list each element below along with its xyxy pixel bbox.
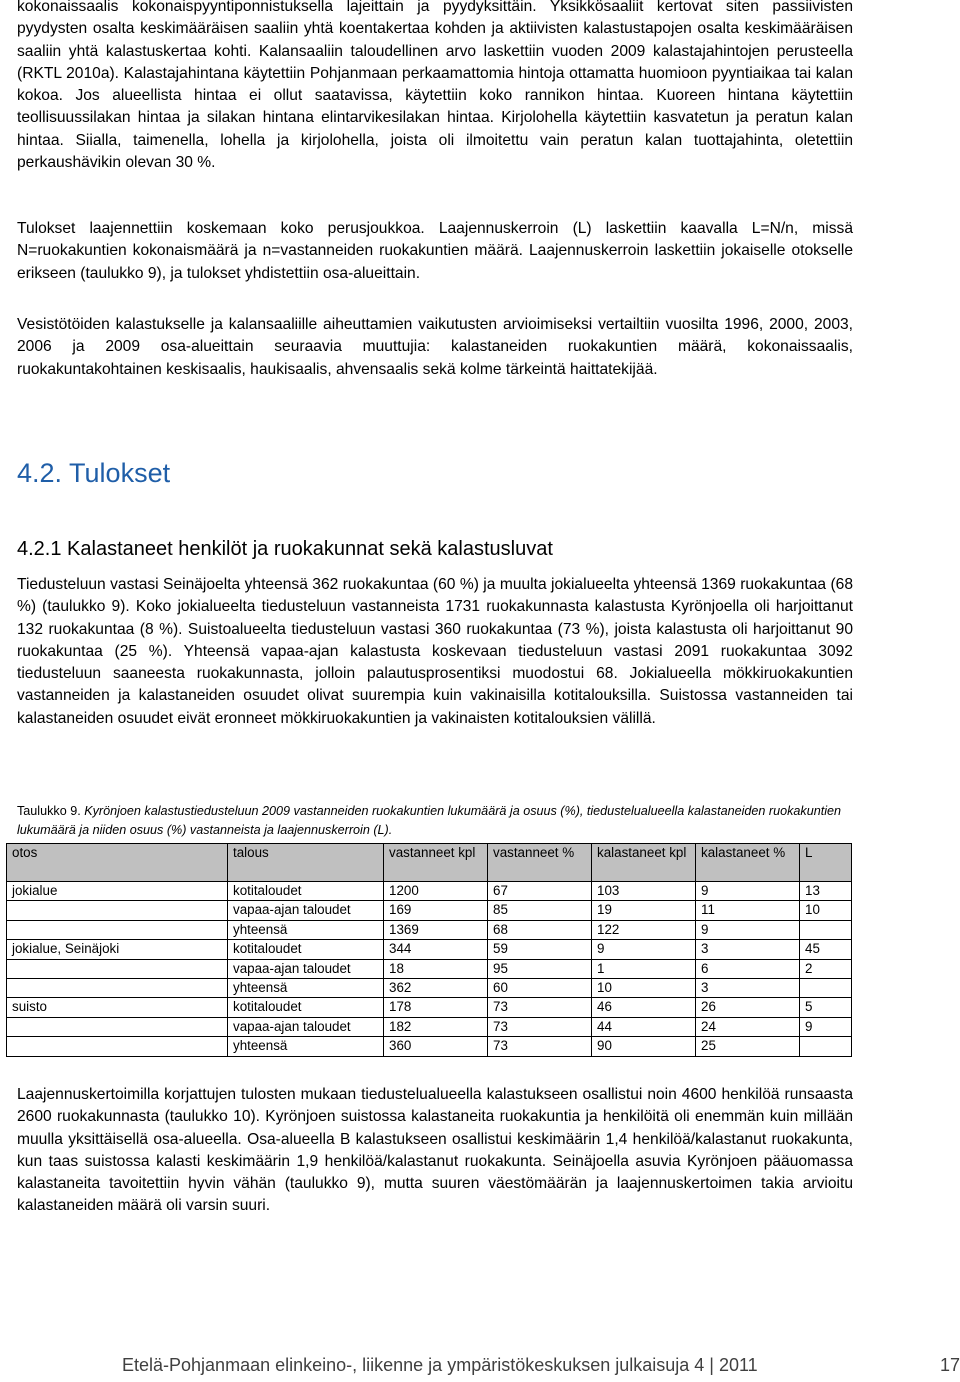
footer-publisher: Etelä-Pohjanmaan elinkeino-, liikenne ja ympäristökeskuksen julkaisuja 4 | 2011	[122, 1355, 758, 1375]
table-caption-label: Taulukko 9.	[17, 804, 81, 818]
table-cell: 18	[384, 959, 488, 978]
table-caption-text: Kyrönjoen kalastustiedusteluun 2009 vastanneiden ruokakuntien lukumäärä ja osuus (%), tiedustelualueella kalastaneiden ruokakuntien lukumäärä ja niiden osuus (%) vastanneista ja laajennuskerroin (L).	[17, 804, 842, 837]
table-cell: 3	[696, 978, 800, 997]
table-cell: 11	[696, 901, 800, 920]
table-cell	[800, 1037, 852, 1056]
table-cell: 45	[800, 940, 852, 959]
table-cell: 25	[696, 1037, 800, 1056]
table-cell: 10	[592, 978, 696, 997]
table-cell: 1369	[384, 920, 488, 939]
table-cell: 19	[592, 901, 696, 920]
subsection-heading: 4.2.1 Kalastaneet henkilöt ja ruokakunnat sekä kalastusluvat	[17, 538, 553, 560]
table-cell: 362	[384, 978, 488, 997]
table-cell: yhteensä	[228, 920, 384, 939]
table-cell: 178	[384, 998, 488, 1017]
header-cell: kalastaneet kpl	[592, 844, 696, 882]
table-cell: 9	[592, 940, 696, 959]
table-cell: 73	[488, 1037, 592, 1056]
table-cell: 122	[592, 920, 696, 939]
table-cell: 26	[696, 998, 800, 1017]
header-cell: vastanneet kpl	[384, 844, 488, 882]
table-row	[7, 978, 852, 997]
intro-paragraph: kokonaissaalis kokonaispyyntiponnistuksella lajeittain ja pyydyksittäin. Yksikkösaaliit kertovat siten passiivisten pyydysten osalta keskimääräisen saaliin yhtä koentakertaa kohden ja aktiivisten kalastustapojen osalta keskimääräisen saaliin yhtä kalastuskertaa kohti. Kalansaaliin taloudellinen arvo laskettiin vuoden 2009 kalastajahintojen perusteella (RKTL 2010a). Kalastajahintana käytettiin Pohjanmaan perkaamattomia hintoja ottamatta huomioon pyyntiaikaa tai kalan kokoa. Jos alueellista hintaa ei ollut saatavissa, käytettiin koko rannikon hintaa. Kuoreen hintana käytettiin teollisuussilakan hintaa ja silakan hintana elintarvikesilakan hintaa. Kirjolohella käytettiin kasvatetun ja peratun kalan hintaa. Siialla, taimenella, lohella ja kirjolohella, joista oli ilmoitettu vain peratun kalan tuottajahinta, oletettiin perkaushävikin olevan 30 %.	[17, 0, 853, 172]
households-table	[6, 843, 852, 1057]
table-cell: 59	[488, 940, 592, 959]
table-cell: 95	[488, 959, 592, 978]
table-cell: 24	[696, 1017, 800, 1036]
table-cell: 73	[488, 1017, 592, 1036]
table-cell: 344	[384, 940, 488, 959]
table-cell: jokialue, Seinäjoki	[7, 940, 228, 959]
table-cell: jokialue	[7, 882, 228, 901]
table-cell: 46	[592, 998, 696, 1017]
table-cell: 169	[384, 901, 488, 920]
table-cell: 60	[488, 978, 592, 997]
table-row	[7, 882, 852, 901]
table-cell: 1	[592, 959, 696, 978]
table-cell	[800, 920, 852, 939]
page-number: 17	[940, 1355, 960, 1375]
table-cell: 13	[800, 882, 852, 901]
table-cell: 9	[800, 1017, 852, 1036]
header-cell: L	[800, 844, 852, 882]
table-cell: vapaa-ajan taloudet	[228, 959, 384, 978]
table-cell: 68	[488, 920, 592, 939]
table-cell: 73	[488, 998, 592, 1017]
table-cell: 9	[696, 882, 800, 901]
table-cell: 3	[696, 940, 800, 959]
table-cell: 5	[800, 998, 852, 1017]
table-cell: kotitaloudet	[228, 882, 384, 901]
table-cell: 103	[592, 882, 696, 901]
header-cell: vastanneet %	[488, 844, 592, 882]
table-cell: suisto	[7, 998, 228, 1017]
table-cell: 10	[800, 901, 852, 920]
table-row	[7, 920, 852, 939]
table-cell: 44	[592, 1017, 696, 1036]
table-cell: 67	[488, 882, 592, 901]
table-cell	[7, 978, 228, 997]
table-row	[7, 940, 852, 959]
header-cell: kalastaneet %	[696, 844, 800, 882]
table-row	[7, 959, 852, 978]
table-caption	[17, 802, 853, 839]
closing-paragraph: Laajennuskertoimilla korjattujen tulosten mukaan tiedustelualueella kalastukseen osallistui noin 4600 henkilöä runsaasta 2600 ruokakunnasta (taulukko 10). Kyrönjoen suistossa kalastaneita ruokakuntia ja henkilöitä oli enemmän kuin millään muulla yksittäisellä osa-alueella. Osa-alueella B kalastukseen osallistui keskimäärin 1,4 henkilöä/kalastanut ruokakunta, kun taas suistossa kalasti keskimäärin 1,9 henkilöä/kalastanut ruokakunta. Seinäjoella asuvia Kyrönjoen pääuomassa kalastaneita tavoitettiin hyvin vähän (taulukko 9), mutta suuren väestömäärän ja laajennuskertoimen takia arvioitu kalastaneiden määrä oli varsin suuri.	[17, 1086, 853, 1215]
section-heading: 4.2. Tulokset	[17, 458, 171, 488]
table-cell: kotitaloudet	[228, 940, 384, 959]
table-cell	[7, 1017, 228, 1036]
variables-paragraph: Vesistötöiden kalastukselle ja kalansaaliille aiheuttamien vaikutusten arvioimiseksi vertailtiin vuosilta 1996, 2000, 2003, 2006 ja 2009 osa-alueittain seuraavia muuttujia: kalastaneiden ruokakuntien määrä, kokonaissaalis, ruokakuntakohtainen keskisaalis, haukisaalis, ahvensaalis sekä kolme tärkeintä haittatekijää.	[17, 316, 853, 378]
expansion-paragraph: Tulokset laajennettiin koskemaan koko perusjoukkoa. Laajennuskerroin (L) laskettiin kaavalla L=N/n, missä N=ruokakuntien kokonaismäärä ja n=vastanneiden ruokakuntien määrä. Laajennuskerroin laskettiin jokaiselle otokselle erikseen (taulukko 9), ja tulokset yhdistettiin osa-alueittain.	[17, 220, 853, 282]
table-cell	[7, 959, 228, 978]
table-cell: kotitaloudet	[228, 998, 384, 1017]
table-cell: 6	[696, 959, 800, 978]
table-cell: yhteensä	[228, 1037, 384, 1056]
table-cell	[7, 920, 228, 939]
table-cell: 2	[800, 959, 852, 978]
table-cell: 360	[384, 1037, 488, 1056]
table-row	[7, 901, 852, 920]
table-header-row	[7, 844, 852, 882]
table-cell: yhteensä	[228, 978, 384, 997]
header-cell: otos	[7, 844, 228, 882]
table-cell: 90	[592, 1037, 696, 1056]
table-cell: 85	[488, 901, 592, 920]
header-cell: talous	[228, 844, 384, 882]
table-cell	[7, 901, 228, 920]
table-cell: vapaa-ajan taloudet	[228, 901, 384, 920]
table-cell	[800, 978, 852, 997]
table-cell: 1200	[384, 882, 488, 901]
table-cell: 182	[384, 1017, 488, 1036]
results-paragraph: Tiedusteluun vastasi Seinäjoelta yhteensä 362 ruokakuntaa (60 %) ja muulta jokialueelta yhteensä 1369 ruokakuntaa (68 %) (taulukko 9). Koko jokialueelta tiedusteluun vastanneista 1731 ruokakunnasta kalastusta Kyrönjoella oli harjoittanut 132 ruokakuntaa (8 %). Suistoalueelta tiedusteluun vastasi 360 ruokakuntaa (73 %), joista kalastusta oli harjoittanut 90 ruokakuntaa (25 %). Yhteensä vapaa-ajan kalastusta koskevaan tiedusteluun vastasi 2091 ruokakuntaa 3092 tiedusteluun saaneesta ruokakunnasta, jolloin palautusprosentiksi muodostui 68. Jokialueella mökkiruokakuntien vastanneiden ja kalastaneiden osuudet olivat suurempia kuin vakinaisilla kotitalouksilla. Suistossa vastanneiden tai kalastaneiden osuudet eivät eronneet mökkiruokakuntien ja vakinaisten kotitalouksien välillä.	[17, 576, 853, 727]
table-cell: vapaa-ajan taloudet	[228, 1017, 384, 1036]
table-cell: 9	[696, 920, 800, 939]
table-row	[7, 1017, 852, 1036]
table-row	[7, 1037, 852, 1056]
table-cell	[7, 1037, 228, 1056]
table-row	[7, 998, 852, 1017]
